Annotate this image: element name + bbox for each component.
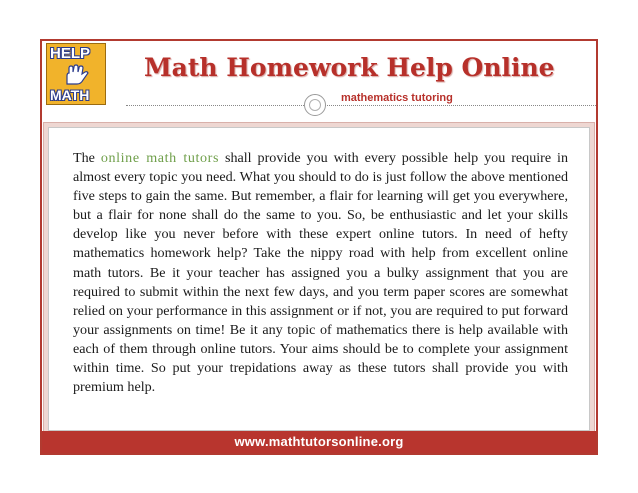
logo-help-text: HELP xyxy=(50,45,91,62)
title-divider xyxy=(126,105,596,106)
circle-ornament-icon xyxy=(304,94,326,116)
body-text: shall provide you with every possible help you require in almost every topic you need. What you should to do is just follow the above mentioned five steps to gain the same. But remember, a flair for learning will get you everywhere, but a flair for none shall do the same to you. So, be enthusiastic and let your skills develop like you never before with these expert online tutors. In need of hefty mathematics homework help? Take the nippy road with help from excellent online math tutors. Be it your teacher has assigned you a bulky assignment that you are required to submit within the next few days, and you term paper scores are somewhat relied on your performance in this assignment or if not, you are required to put forward your assignments on time! Be it any topic of mathematics there is help available with each of them through online tutors. Your aims should be to complete your assignment within time. So put your trepidations away as these tutors shall provide you with premium help. xyxy=(73,150,568,396)
body-lead: The xyxy=(73,150,95,166)
help-math-logo xyxy=(46,43,106,105)
slide xyxy=(40,39,598,455)
page-title: Math Homework Help Online xyxy=(144,53,555,82)
online-math-tutors-link[interactable]: online math tutors xyxy=(100,150,220,166)
logo-math-text: MATH xyxy=(50,87,90,103)
footer-bar xyxy=(42,431,596,453)
footer-url[interactable]: www.mathtutorsonline.org xyxy=(234,434,404,449)
helping-hand-icon xyxy=(63,64,91,86)
subtitle: mathematics tutoring xyxy=(341,92,453,104)
body-paragraph xyxy=(73,149,568,397)
